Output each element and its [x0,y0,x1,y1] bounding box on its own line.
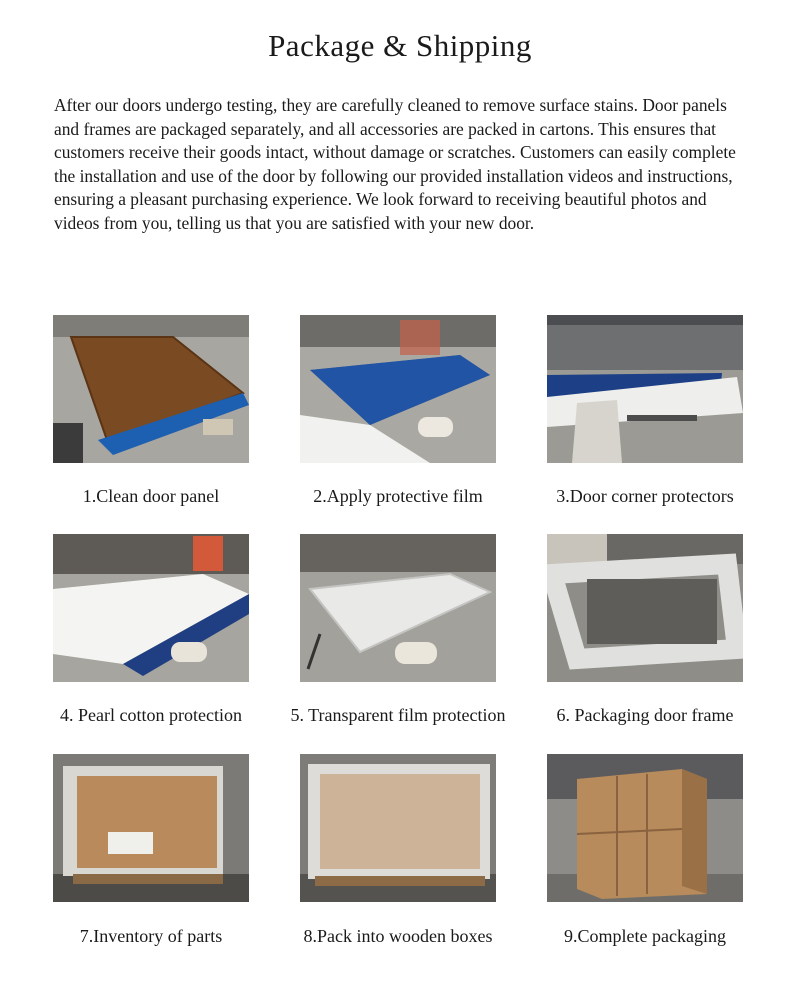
photo-clean-door-panel [53,315,249,463]
photo-inventory-of-parts [53,754,249,902]
caption-step-2: 2.Apply protective film [313,486,483,506]
photo-pearl-cotton-protection [53,534,249,682]
caption-step-7: 7.Inventory of parts [79,926,223,946]
caption-step-5: 5. Transparent film protection [290,705,506,725]
photo-apply-protective-film [300,315,496,463]
photo-transparent-film-protection [300,534,496,682]
caption-step-8: 8.Pack into wooden boxes [303,926,493,946]
photo-packaging-door-frame [547,534,743,682]
photo-complete-packaging [547,754,743,902]
page-title: Package & Shipping [268,28,532,63]
caption-step-1: 1.Clean door panel [82,486,220,506]
caption-step-9: 9.Complete packaging [564,926,726,946]
photo-pack-into-wooden-boxes [300,754,496,902]
photo-door-corner-protectors [547,315,743,463]
caption-step-6: 6. Packaging door frame [556,705,734,725]
intro-paragraph: After our doors undergo testing, they are carefully cleaned to remove surface stains. Door panels and frames are packaged separately, and all accessories are packed in cartons. This ensures that customers receive their goods intact, without damage or scratches. Customers can easily complete the installation and use of the door by following our provided installation videos and instructions, ensuring a pleasant purchasing experience. We look forward to receiving beautiful photos and videos from you, telling us that you are satisfied with your new door. [54,95,736,233]
caption-step-4: 4. Pearl cotton protection [60,705,242,725]
caption-step-3: 3.Door corner protectors [556,486,734,506]
